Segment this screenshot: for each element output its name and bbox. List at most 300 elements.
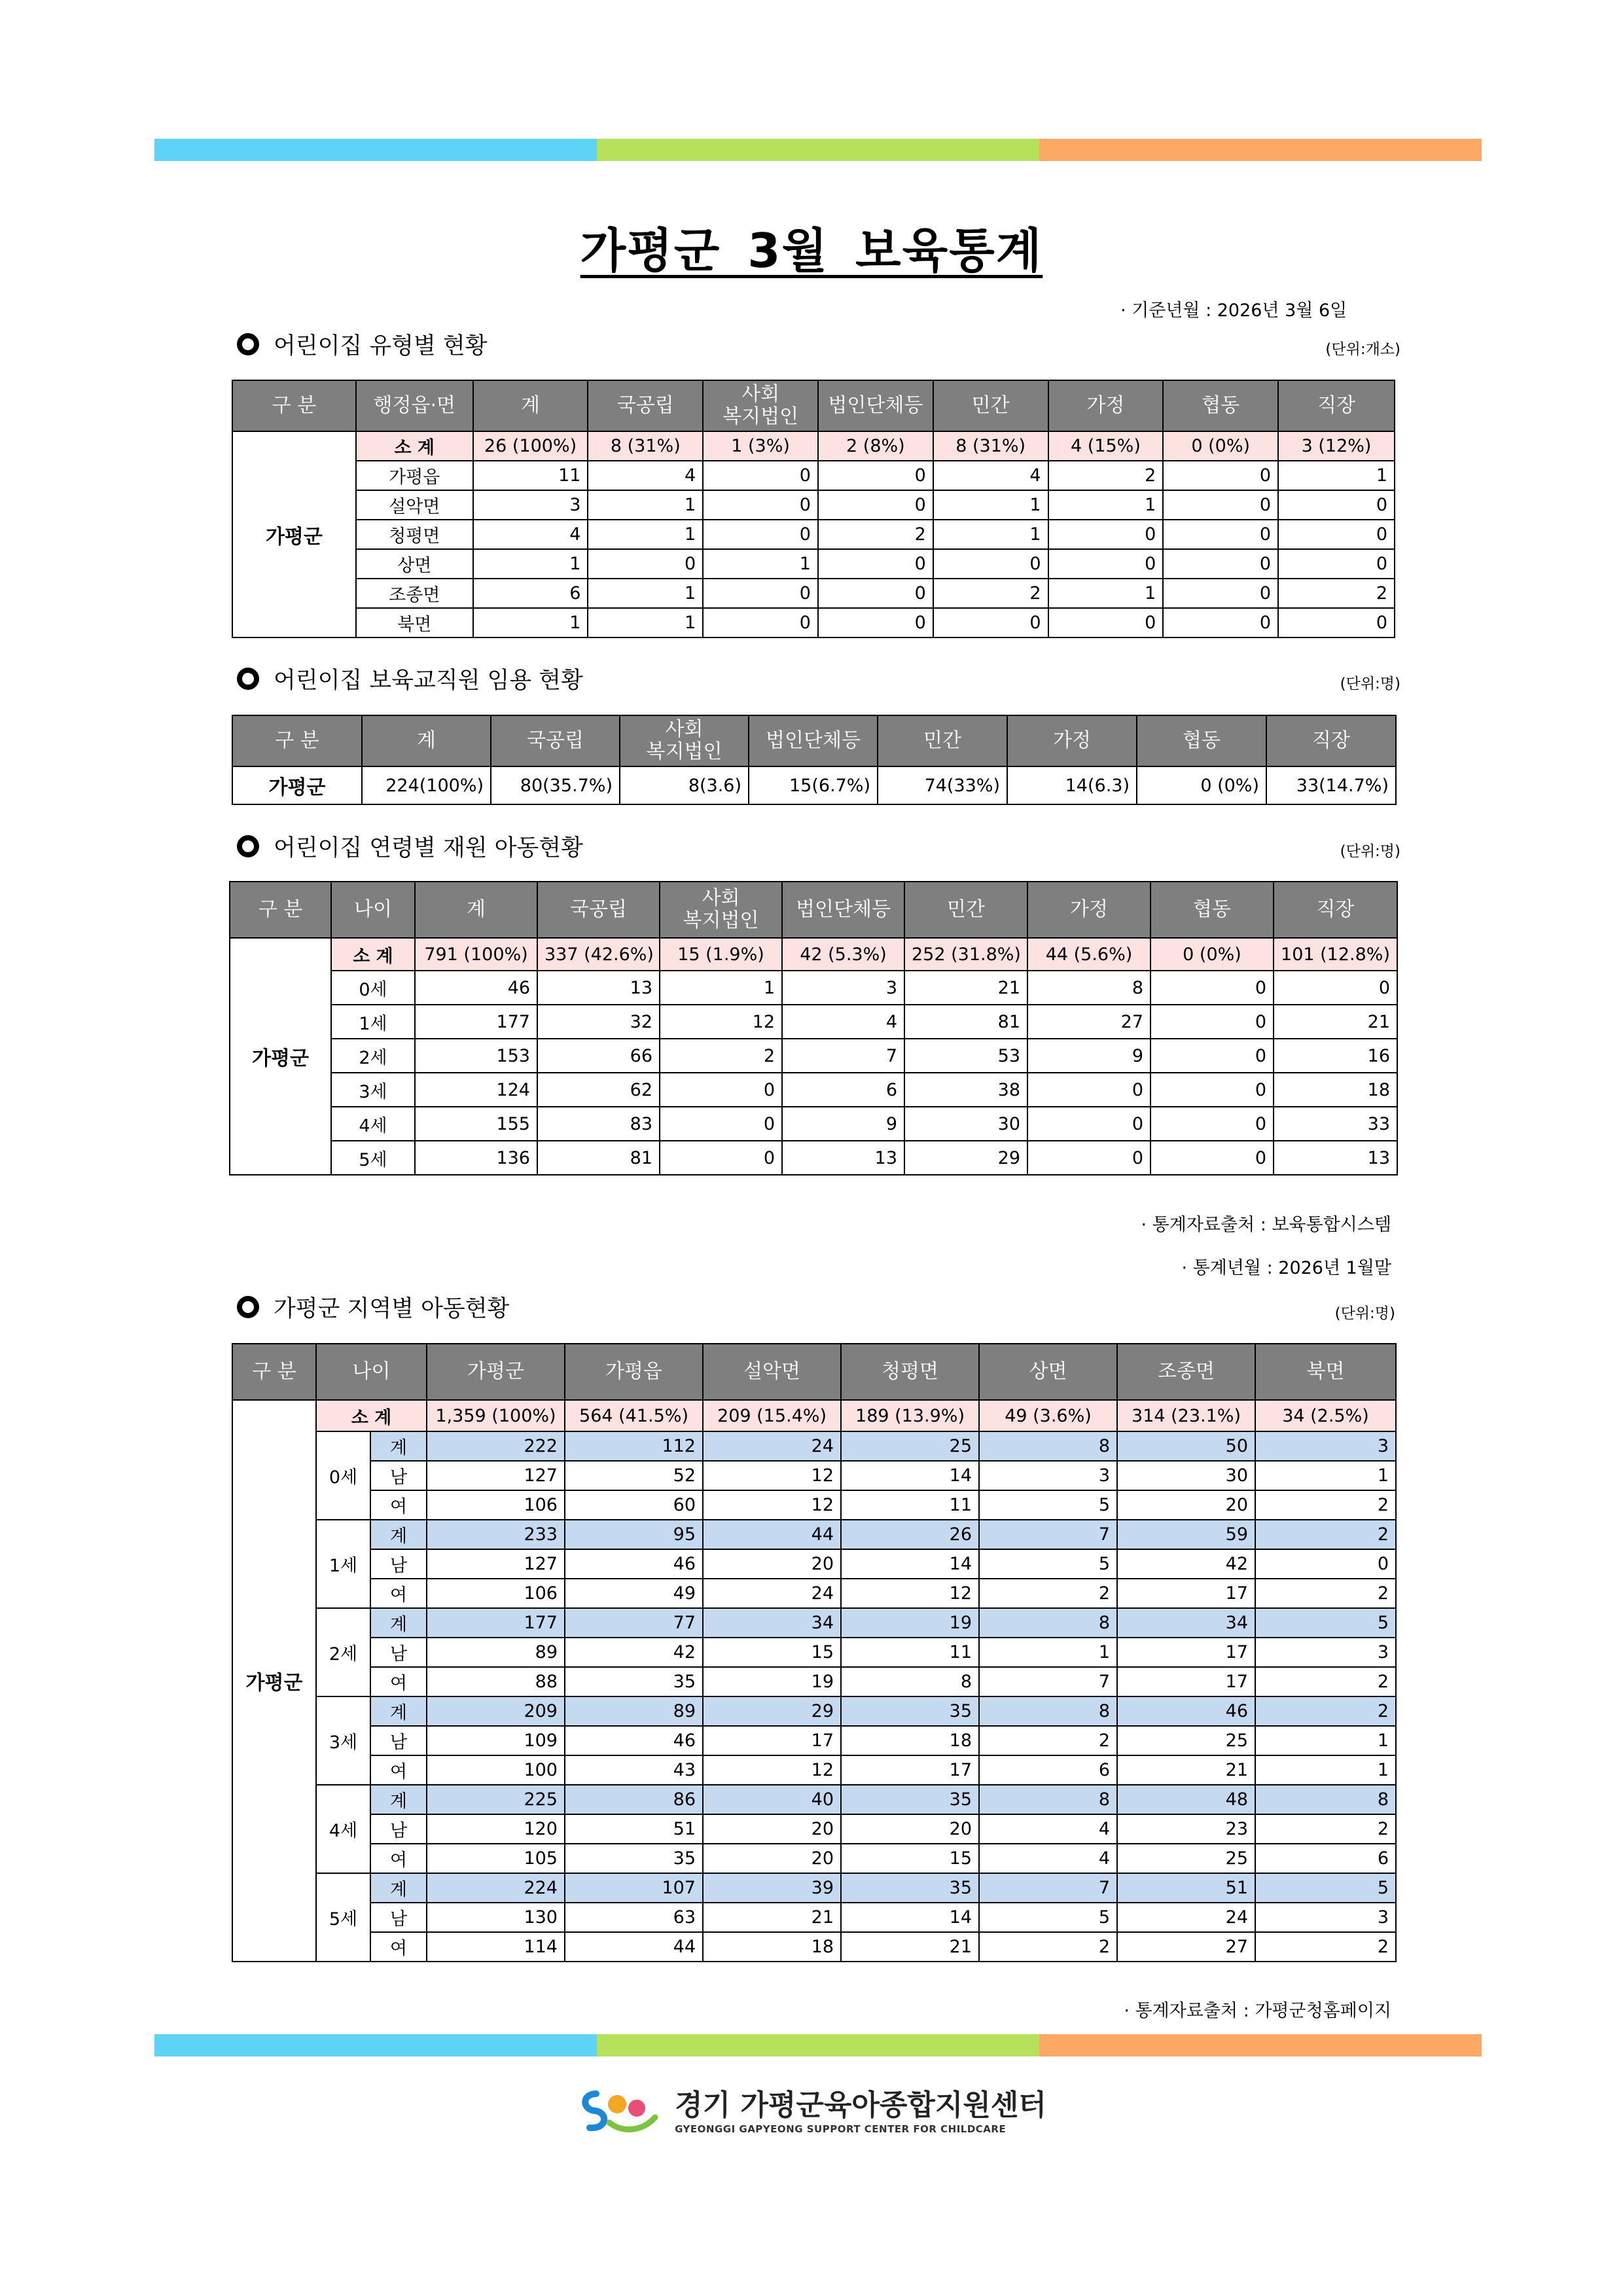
table-cell: 1 xyxy=(703,549,818,579)
table-cell: 0 xyxy=(1255,1549,1396,1579)
table-cell: 224(100%) xyxy=(362,766,491,804)
table-cell: 6 xyxy=(1255,1844,1396,1873)
table-cell: 233 xyxy=(427,1520,565,1549)
column-header: 계 xyxy=(473,380,588,431)
table-cell: 0 xyxy=(703,490,818,520)
column-header: 가평군 xyxy=(427,1344,565,1400)
table-cell: 2 xyxy=(1255,1490,1396,1520)
table-cell: 105 xyxy=(427,1844,565,1873)
table-cell: 0 xyxy=(818,608,933,637)
sex-label: 남 xyxy=(370,1814,427,1844)
section4-heading xyxy=(237,1291,509,1323)
table-cell: 0 xyxy=(703,579,818,608)
region-children-table xyxy=(232,1343,1397,1962)
table-cell: 17 xyxy=(1117,1667,1255,1696)
table-cell: 42 xyxy=(565,1638,703,1667)
table-cell: 0 xyxy=(1163,520,1278,549)
table-row xyxy=(232,579,1395,608)
page-title: 가평군 3월 보육통계 xyxy=(580,223,1043,278)
table-cell: 2 xyxy=(1255,1667,1396,1696)
top-color-bar xyxy=(154,139,1482,161)
section3-unit: (단위:명) xyxy=(1340,843,1400,860)
table-cell: 2 xyxy=(979,1726,1117,1755)
table-cell: 21 xyxy=(703,1903,841,1932)
table-cell: 0 xyxy=(1150,1141,1274,1175)
table-cell: 0 xyxy=(818,461,933,490)
header-row xyxy=(230,882,1397,938)
group-label: 가평군 xyxy=(232,431,356,637)
table-cell: 0 (0%) xyxy=(1137,766,1266,804)
table-cell: 29 xyxy=(904,1141,1027,1175)
table-cell: 1 xyxy=(1278,461,1395,490)
table-cell: 60 xyxy=(565,1490,703,1520)
table-cell: 4 xyxy=(473,520,588,549)
table-cell: 1 xyxy=(1255,1461,1396,1490)
table-cell: 42 xyxy=(1117,1549,1255,1579)
table-cell: 114 xyxy=(427,1932,565,1962)
row-label: 2세 xyxy=(331,1039,415,1073)
table-cell: 23 xyxy=(1117,1814,1255,1844)
table-cell: 3 xyxy=(473,490,588,520)
subtotal-cell: 1 (3%) xyxy=(703,431,818,461)
table-cell: 2 xyxy=(1255,1932,1396,1962)
table-cell: 24 xyxy=(1117,1903,1255,1932)
table-cell: 1 xyxy=(588,520,703,549)
section3-title: 어린이집 연령별 재원 아동현황 xyxy=(274,835,583,861)
table-cell: 81 xyxy=(537,1141,660,1175)
table-cell: 43 xyxy=(565,1755,703,1785)
table-row xyxy=(232,1667,1396,1696)
sex-label: 남 xyxy=(370,1638,427,1667)
table-cell: 24 xyxy=(703,1579,841,1608)
table-cell: 5 xyxy=(979,1549,1117,1579)
table-cell: 0 xyxy=(1027,1141,1150,1175)
row-label: 북면 xyxy=(356,608,473,637)
table-cell: 14 xyxy=(841,1549,979,1579)
column-header: 직장 xyxy=(1278,380,1395,431)
table-cell: 27 xyxy=(1117,1932,1255,1962)
table-cell: 81 xyxy=(904,1005,1027,1039)
table-cell: 9 xyxy=(1027,1039,1150,1073)
table-cell: 0 xyxy=(660,1141,782,1175)
table-cell: 0 xyxy=(1163,461,1278,490)
table-cell: 0 xyxy=(1048,549,1164,579)
table-row xyxy=(232,1520,1396,1549)
column-header: 가정 xyxy=(1048,380,1164,431)
table-cell: 8 xyxy=(979,1696,1117,1726)
table-cell: 6 xyxy=(979,1755,1117,1785)
table-row xyxy=(232,766,1396,804)
table-cell: 1 xyxy=(473,608,588,637)
section1-title: 어린이집 유형별 현황 xyxy=(274,333,488,359)
table-row xyxy=(230,938,1397,971)
table-cell: 83 xyxy=(537,1107,660,1141)
table-cell: 3 xyxy=(782,971,904,1005)
table-cell: 177 xyxy=(427,1608,565,1638)
subtotal-cell: 1,359 (100%) xyxy=(427,1400,565,1431)
subtotal-cell: 0 (0%) xyxy=(1150,938,1274,971)
row-label: 가평읍 xyxy=(356,461,473,490)
sex-label: 여 xyxy=(370,1667,427,1696)
table-row xyxy=(232,461,1395,490)
sex-label: 남 xyxy=(370,1903,427,1932)
table-cell: 0 xyxy=(1027,1073,1150,1107)
table-cell: 46 xyxy=(565,1549,703,1579)
table-cell: 46 xyxy=(1117,1696,1255,1726)
table-cell: 80(35.7%) xyxy=(491,766,620,804)
table-cell: 130 xyxy=(427,1903,565,1932)
table-cell: 25 xyxy=(841,1431,979,1461)
table-row xyxy=(232,1490,1396,1520)
section4-title: 가평군 지역별 아동현황 xyxy=(274,1296,510,1322)
color-segment xyxy=(597,139,1039,161)
row-label: 설악면 xyxy=(356,490,473,520)
table-row xyxy=(232,1549,1396,1579)
table-cell: 25 xyxy=(1117,1726,1255,1755)
column-header: 법인단체등 xyxy=(749,715,878,766)
reference-date: · 기준년월 : 2026년 3월 6일 xyxy=(1120,300,1347,321)
table-cell: 30 xyxy=(1117,1461,1255,1490)
subtotal-label: 소 계 xyxy=(316,1400,427,1431)
table-cell: 106 xyxy=(427,1579,565,1608)
table-cell: 12 xyxy=(660,1005,782,1039)
table-cell: 12 xyxy=(703,1490,841,1520)
color-segment xyxy=(1039,139,1482,161)
table-cell: 0 xyxy=(1163,490,1278,520)
table-cell: 13 xyxy=(782,1141,904,1175)
column-header: 나이 xyxy=(331,882,415,938)
table-cell: 35 xyxy=(841,1785,979,1814)
column-header: 구 분 xyxy=(230,882,331,938)
table-cell: 0 xyxy=(1278,549,1395,579)
table-row xyxy=(232,1932,1396,1962)
table-row xyxy=(230,1141,1397,1175)
column-header: 사회 복지법인 xyxy=(620,715,749,766)
column-header: 계 xyxy=(415,882,537,938)
bullet-icon xyxy=(237,668,259,690)
table-cell: 0 xyxy=(703,608,818,637)
subtotal-cell: 26 (100%) xyxy=(473,431,588,461)
table-cell: 40 xyxy=(703,1785,841,1814)
table-cell: 0 xyxy=(818,549,933,579)
table-cell: 34 xyxy=(703,1608,841,1638)
table-cell: 33(14.7%) xyxy=(1266,766,1396,804)
table-cell: 33 xyxy=(1274,1107,1397,1141)
table-cell: 1 xyxy=(1255,1726,1396,1755)
table-cell: 25 xyxy=(1117,1844,1255,1873)
subtotal-cell: 314 (23.1%) xyxy=(1117,1400,1255,1431)
table-cell: 89 xyxy=(427,1638,565,1667)
table-cell: 2 xyxy=(1278,579,1395,608)
table-cell: 1 xyxy=(933,520,1048,549)
row-label: 조종면 xyxy=(356,579,473,608)
table-cell: 44 xyxy=(565,1932,703,1962)
table-row xyxy=(232,608,1395,637)
table-cell: 11 xyxy=(473,461,588,490)
column-header: 민간 xyxy=(904,882,1027,938)
table-cell: 0 xyxy=(703,461,818,490)
table-cell: 12 xyxy=(703,1755,841,1785)
table-row xyxy=(232,1726,1396,1755)
table-cell: 14(6.3) xyxy=(1007,766,1137,804)
table-cell: 0 xyxy=(1278,520,1395,549)
section1-heading xyxy=(237,328,488,361)
org-name-en: GYEONGGI GAPYEONG SUPPORT CENTER FOR CHILDCARE xyxy=(675,2123,1007,2135)
table-cell: 209 xyxy=(427,1696,565,1726)
table-row xyxy=(232,431,1395,461)
subtotal-cell: 209 (15.4%) xyxy=(703,1400,841,1431)
group-label: 가평군 xyxy=(232,766,362,804)
table-cell: 127 xyxy=(427,1549,565,1579)
subtotal-cell: 44 (5.6%) xyxy=(1027,938,1150,971)
column-header: 법인단체등 xyxy=(782,882,904,938)
sex-label: 남 xyxy=(370,1549,427,1579)
subtotal-cell: 337 (42.6%) xyxy=(537,938,660,971)
table-cell: 21 xyxy=(904,971,1027,1005)
column-header: 국공립 xyxy=(491,715,620,766)
section4-source: · 통계자료출처 : 가평군청홈페이지 xyxy=(1124,2001,1391,2021)
table-cell: 11 xyxy=(841,1490,979,1520)
bullet-icon xyxy=(237,1296,259,1318)
table-row xyxy=(230,971,1397,1005)
table-cell: 3 xyxy=(1255,1903,1396,1932)
table-row xyxy=(232,1608,1396,1638)
subtotal-cell: 252 (31.8%) xyxy=(904,938,1027,971)
table-cell: 26 xyxy=(841,1520,979,1549)
bullet-icon xyxy=(237,333,259,355)
table-row xyxy=(230,1005,1397,1039)
table-cell: 15(6.7%) xyxy=(749,766,878,804)
table-cell: 0 xyxy=(660,1073,782,1107)
table-cell: 16 xyxy=(1274,1039,1397,1073)
table-cell: 3 xyxy=(979,1461,1117,1490)
table-cell: 18 xyxy=(1274,1073,1397,1107)
subtotal-cell: 8 (31%) xyxy=(588,431,703,461)
section2-unit: (단위:명) xyxy=(1340,675,1400,692)
color-segment xyxy=(597,2034,1039,2056)
table-cell: 95 xyxy=(565,1520,703,1549)
column-header: 사회 복지법인 xyxy=(703,380,818,431)
table-cell: 1 xyxy=(979,1638,1117,1667)
table-cell: 7 xyxy=(979,1520,1117,1549)
table-cell: 48 xyxy=(1117,1785,1255,1814)
row-label: 청평면 xyxy=(356,520,473,549)
table-cell: 46 xyxy=(565,1726,703,1755)
table-cell: 224 xyxy=(427,1873,565,1903)
subtotal-label: 소 계 xyxy=(356,431,473,461)
column-header: 협동 xyxy=(1150,882,1274,938)
table-cell: 0 xyxy=(933,549,1048,579)
table-cell: 4 xyxy=(782,1005,904,1039)
table-cell: 66 xyxy=(537,1039,660,1073)
table-cell: 51 xyxy=(565,1814,703,1844)
table-cell: 77 xyxy=(565,1608,703,1638)
table-cell: 18 xyxy=(841,1726,979,1755)
table-cell: 2 xyxy=(1255,1814,1396,1844)
table-row xyxy=(232,1755,1396,1785)
table-cell: 39 xyxy=(703,1873,841,1903)
table-cell: 2 xyxy=(660,1039,782,1073)
table-cell: 50 xyxy=(1117,1431,1255,1461)
age-label: 2세 xyxy=(316,1608,370,1696)
age-label: 0세 xyxy=(316,1431,370,1520)
table-cell: 5 xyxy=(1255,1873,1396,1903)
table-cell: 5 xyxy=(979,1903,1117,1932)
table-cell: 44 xyxy=(703,1520,841,1549)
section2-title: 어린이집 보육교직원 임용 현황 xyxy=(274,668,583,694)
bottom-color-bar xyxy=(154,2034,1482,2056)
subtotal-cell: 8 (31%) xyxy=(933,431,1048,461)
column-header: 가정 xyxy=(1027,882,1150,938)
row-label: 1세 xyxy=(331,1005,415,1039)
table-cell: 1 xyxy=(933,490,1048,520)
section4-unit: (단위:명) xyxy=(1334,1305,1395,1322)
table-cell: 8 xyxy=(1255,1785,1396,1814)
table-cell: 20 xyxy=(703,1549,841,1579)
table-row xyxy=(232,1696,1396,1726)
age-label: 5세 xyxy=(316,1873,370,1962)
sex-label: 계 xyxy=(370,1608,427,1638)
column-header: 법인단체등 xyxy=(818,380,933,431)
table-cell: 2 xyxy=(979,1579,1117,1608)
column-header: 설악면 xyxy=(703,1344,841,1400)
row-label: 4세 xyxy=(331,1107,415,1141)
table-cell: 0 xyxy=(1163,549,1278,579)
column-header: 협동 xyxy=(1137,715,1266,766)
table-cell: 0 xyxy=(1163,608,1278,637)
table-cell: 1 xyxy=(588,490,703,520)
table-cell: 1 xyxy=(1255,1755,1396,1785)
table-cell: 4 xyxy=(979,1814,1117,1844)
header-row xyxy=(232,1344,1396,1400)
table-cell: 124 xyxy=(415,1073,537,1107)
column-header: 북면 xyxy=(1255,1344,1396,1400)
table-cell: 17 xyxy=(703,1726,841,1755)
table-row xyxy=(232,1400,1396,1431)
group-label: 가평군 xyxy=(230,938,331,1175)
section3-heading xyxy=(237,830,583,863)
table-cell: 52 xyxy=(565,1461,703,1490)
page-title-wrap xyxy=(0,213,1623,281)
sex-label: 여 xyxy=(370,1932,427,1962)
table-cell: 6 xyxy=(782,1073,904,1107)
table-cell: 38 xyxy=(904,1073,1027,1107)
subtotal-cell: 2 (8%) xyxy=(818,431,933,461)
table-row xyxy=(232,1638,1396,1667)
center-logo-icon xyxy=(577,2082,668,2134)
footer-logo xyxy=(0,2081,1623,2135)
subtotal-cell: 101 (12.8%) xyxy=(1274,938,1397,971)
table-cell: 46 xyxy=(415,971,537,1005)
color-segment xyxy=(154,139,597,161)
table-cell: 3 xyxy=(1255,1638,1396,1667)
table-cell: 0 xyxy=(1150,1073,1274,1107)
table-cell: 0 xyxy=(1150,1107,1274,1141)
sex-label: 남 xyxy=(370,1726,427,1755)
table-row xyxy=(230,1039,1397,1073)
table-cell: 14 xyxy=(841,1461,979,1490)
table-cell: 35 xyxy=(565,1844,703,1873)
column-header: 협동 xyxy=(1163,380,1278,431)
table-row xyxy=(232,490,1395,520)
table-cell: 2 xyxy=(1255,1579,1396,1608)
column-header: 민간 xyxy=(878,715,1007,766)
sex-label: 계 xyxy=(370,1785,427,1814)
table-cell: 17 xyxy=(1117,1638,1255,1667)
subtotal-cell: 791 (100%) xyxy=(415,938,537,971)
column-header: 직장 xyxy=(1274,882,1397,938)
age-label: 4세 xyxy=(316,1785,370,1873)
group-label: 가평군 xyxy=(232,1400,316,1962)
table-cell: 4 xyxy=(933,461,1048,490)
subtotal-cell: 42 (5.3%) xyxy=(782,938,904,971)
table-cell: 5 xyxy=(1255,1608,1396,1638)
table-cell: 8 xyxy=(1027,971,1150,1005)
color-segment xyxy=(1039,2034,1482,2056)
table-cell: 8 xyxy=(979,1431,1117,1461)
section2-heading xyxy=(237,662,583,695)
column-header: 구 분 xyxy=(232,380,356,431)
table-cell: 7 xyxy=(782,1039,904,1073)
table-cell: 177 xyxy=(415,1005,537,1039)
table-cell: 0 xyxy=(1163,579,1278,608)
table-cell: 8 xyxy=(979,1608,1117,1638)
column-header: 직장 xyxy=(1266,715,1396,766)
table-cell: 21 xyxy=(1274,1005,1397,1039)
table-cell: 20 xyxy=(703,1814,841,1844)
table-cell: 2 xyxy=(979,1932,1117,1962)
table-cell: 225 xyxy=(427,1785,565,1814)
subtotal-cell: 4 (15%) xyxy=(1048,431,1164,461)
table-cell: 59 xyxy=(1117,1520,1255,1549)
table-row xyxy=(232,1579,1396,1608)
table-cell: 6 xyxy=(473,579,588,608)
age-label: 3세 xyxy=(316,1696,370,1785)
table-cell: 0 xyxy=(1274,971,1397,1005)
table-cell: 32 xyxy=(537,1005,660,1039)
table-row xyxy=(232,1461,1396,1490)
column-header: 가평읍 xyxy=(565,1344,703,1400)
subtotal-label: 소 계 xyxy=(331,938,415,971)
table-row xyxy=(232,549,1395,579)
column-header: 청평면 xyxy=(841,1344,979,1400)
table-cell: 49 xyxy=(565,1579,703,1608)
table-cell: 222 xyxy=(427,1431,565,1461)
table-cell: 112 xyxy=(565,1431,703,1461)
sex-label: 계 xyxy=(370,1696,427,1726)
column-header: 행정읍·면 xyxy=(356,380,473,431)
table-cell: 2 xyxy=(933,579,1048,608)
row-label: 5세 xyxy=(331,1141,415,1175)
column-header: 민간 xyxy=(933,380,1048,431)
table-cell: 74(33%) xyxy=(878,766,1007,804)
sex-label: 계 xyxy=(370,1873,427,1903)
table-cell: 14 xyxy=(841,1903,979,1932)
staff-table xyxy=(232,715,1397,805)
table-cell: 0 xyxy=(1150,1005,1274,1039)
table-cell: 1 xyxy=(473,549,588,579)
subtotal-cell: 0 (0%) xyxy=(1163,431,1278,461)
row-label: 상면 xyxy=(356,549,473,579)
table-cell: 2 xyxy=(1048,461,1164,490)
table-cell: 15 xyxy=(841,1844,979,1873)
table-cell: 106 xyxy=(427,1490,565,1520)
column-header: 국공립 xyxy=(588,380,703,431)
table-cell: 62 xyxy=(537,1073,660,1107)
table-cell: 88 xyxy=(427,1667,565,1696)
table-cell: 2 xyxy=(818,520,933,549)
table-cell: 86 xyxy=(565,1785,703,1814)
